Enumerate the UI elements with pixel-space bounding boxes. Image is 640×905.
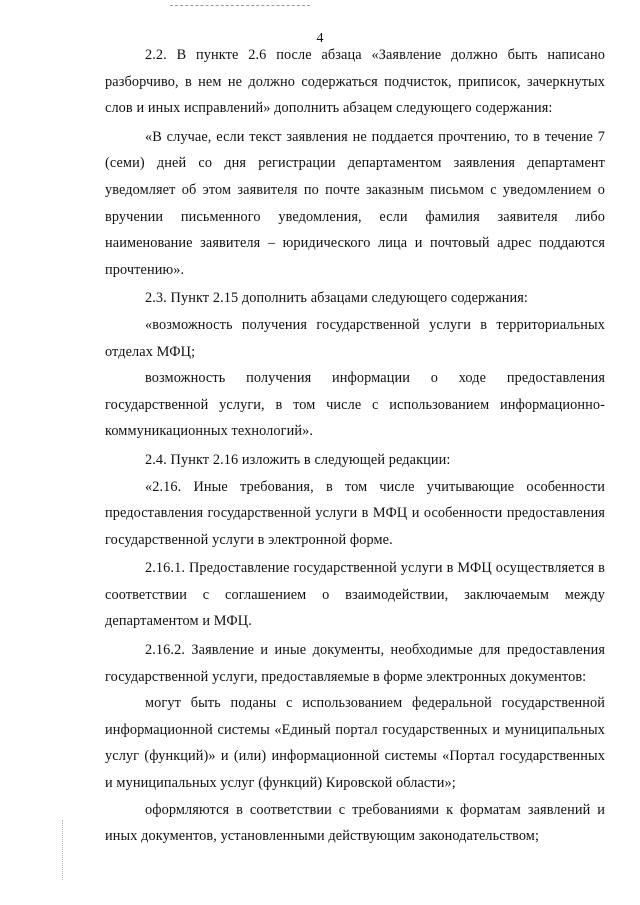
paragraph-2-16-2: 2.16.2. Заявление и иные документы, необходимые для предоставления государственной услуги, предоставляемые в форме электронных документов: [105, 642, 605, 685]
paragraph-2-2: 2.2. В пункте 2.6 после абзаца «Заявление должно быть написано разборчиво, в нем не должно содержаться подчисток, приписок, зачеркнутых слов и иных исправлений» дополнить абзацем следующего содержания: [105, 47, 605, 117]
scan-artifact-line [170, 5, 310, 6]
paragraph-2-16: «2.16. Иные требования, в том числе учитывающие особенности предоставления государственной услуги в МФЦ и особенности предоставления государственной услуги в электронной форме. [105, 478, 605, 548]
paragraph-2-2-quote: «В случае, если текст заявления не поддается прочтению, то в течение 7 (семи) дней со дня регистрации департаментом заявления департамент уведомляет об этом заявителя по почте заказным письмом с уведомлением о вручении письменного уведомления, если фамилия заявителя либо наименование заявителя – юридического лица и почтовый адрес поддаются прочтению». [105, 128, 605, 278]
paragraph-2-3-item-1: «возможность получения государственной услуги в территориальных отделах МФЦ; [105, 316, 605, 360]
paragraph-2-16-2-item-2: оформляются в соответствии с требованиями к форматам заявлений и иных документов, установленными действующим законодательством; [105, 801, 605, 845]
paragraph-2-3: 2.3. Пункт 2.15 дополнить абзацами следующего содержания: [145, 290, 528, 307]
scan-artifact-edge [62, 820, 63, 880]
paragraph-2-16-1: 2.16.1. Предоставление государственной услуги в МФЦ осуществляется в соответствии с соглашением о взаимодействии, заключаемым между департаментом и МФЦ. [105, 560, 605, 630]
paragraph-2-16-2-item-1: могут быть поданы с использованием федеральной государственной информационной системы «Единый портал государственных и муниципальных услуг (функций)» и (или) информационной системы «Портал государственных и муниципальных услуг (функций) Кировской области»; [105, 695, 605, 792]
paragraph-2-3-item-2: возможность получения информации о ходе предоставления государственной услуги, в том числе с использованием информационно-коммуникационных технологий». [105, 370, 605, 440]
paragraph-2-4: 2.4. Пункт 2.16 изложить в следующей редакции: [145, 451, 451, 468]
page-number: 4 [316, 31, 324, 46]
document-body [105, 42, 605, 850]
